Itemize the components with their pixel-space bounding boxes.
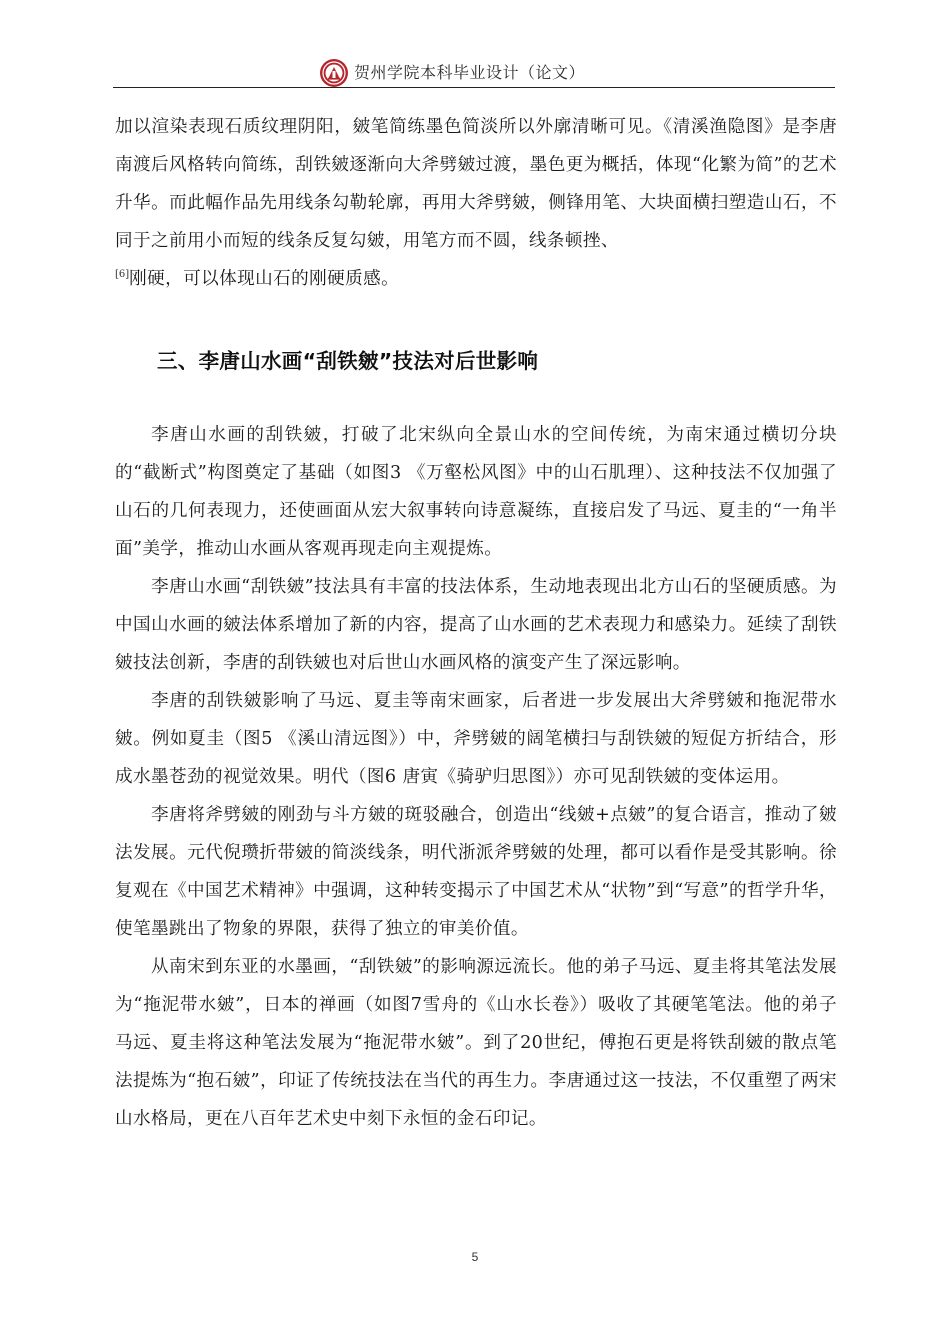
body-paragraph-1: 李唐山水画的刮铁皴，打破了北宋纵向全景山水的空间传统，为南宋通过横切分块的“截断式”构图奠定了基础（如图3 《万壑松风图》中的山石肌理）、这种技法不仅加强了山石的几何表现力，还使画面从宏大叙事转向诗意凝练，直接启发了马远、夏圭的“一角半面”美学，推动山水画从客观再现走向主观提炼。 <box>115 425 837 559</box>
page-header <box>113 58 835 88</box>
document-body <box>115 108 837 1138</box>
header-title: 贺州学院本科毕业设计（论文） <box>354 63 586 82</box>
header-divider <box>113 87 835 88</box>
body-paragraph-3: 李唐的刮铁皴影响了马远、夏圭等南宋画家，后者进一步发展出大斧劈皴和拖泥带水皴。例如夏圭（图5 《溪山清远图》）中，斧劈皴的阔笔横扫与刮铁皴的短促方折结合，形成水墨苍劲的视觉效果。明代（图6 唐寅《骑驴归思图》）亦可见刮铁皴的变体运用。 <box>115 691 837 787</box>
header-brand <box>319 58 585 88</box>
section-heading: 三、李唐山水画“刮铁皴”技法对后世影响 <box>157 349 539 373</box>
body-paragraph-5: 从南宋到东亚的水墨画，“刮铁皴”的影响源远流长。他的弟子马远、夏圭将其笔法发展为“拖泥带水皴”，日本的禅画（如图7雪舟的《山水长卷》）吸收了其硬笔笔法。他的弟子马远、夏圭将这种笔法发展为“拖泥带水皴”。到了20世纪，傅抱石更是将铁刮皴的散点笔法提炼为“抱石皴”，印证了传统技法在当代的再生力。李唐通过这一技法，不仅重塑了两宋山水格局，更在八百年艺术史中刻下永恒的金石印记。 <box>115 957 837 1129</box>
page-number: 5 <box>471 1250 479 1264</box>
body-paragraph-2: 李唐山水画“刮铁皴”技法具有丰富的技法体系，生动地表现出北方山石的坚硬质感。为中国山水画的皴法体系增加了新的内容，提高了山水画的艺术表现力和感染力。延续了刮铁皴技法创新，李唐的刮铁皴也对后世山水画风格的演变产生了深远影响。 <box>115 577 837 673</box>
intro-text-part1: 加以渲染表现石质纹理阴阳，皴笔简练墨色简淡所以外廓清晰可见。《清溪渔隐图》是李唐南渡后风格转向简练，刮铁皴逐渐向大斧劈皴过渡，墨色更为概括，体现“化繁为简”的艺术升华。而此幅作品先用线条勾勒轮廓，再用大斧劈皴，侧锋用笔、大块面横扫塑造山石，不同于之前用小而短的线条反复勾皴，用笔方而不圆，线条顿挫、 <box>115 117 837 251</box>
intro-paragraph <box>115 108 837 298</box>
body-paragraph-4: 李唐将斧劈皴的刚劲与斗方皴的斑驳融合，创造出“线皴+点皴”的复合语言，推动了皴法发展。元代倪瓒折带皴的简淡线条，明代浙派斧劈皴的处理，都可以看作是受其影响。徐复观在《中国艺术精神》中强调，这种转变揭示了中国艺术从“状物”到“写意”的哲学升华，使笔墨跳出了物象的界限，获得了独立的审美价值。 <box>115 805 837 939</box>
citation-reference: [6] <box>115 269 130 280</box>
university-seal-icon <box>319 58 349 88</box>
intro-text-part2: 刚硬，可以体现山石的刚硬质感。 <box>129 269 400 289</box>
